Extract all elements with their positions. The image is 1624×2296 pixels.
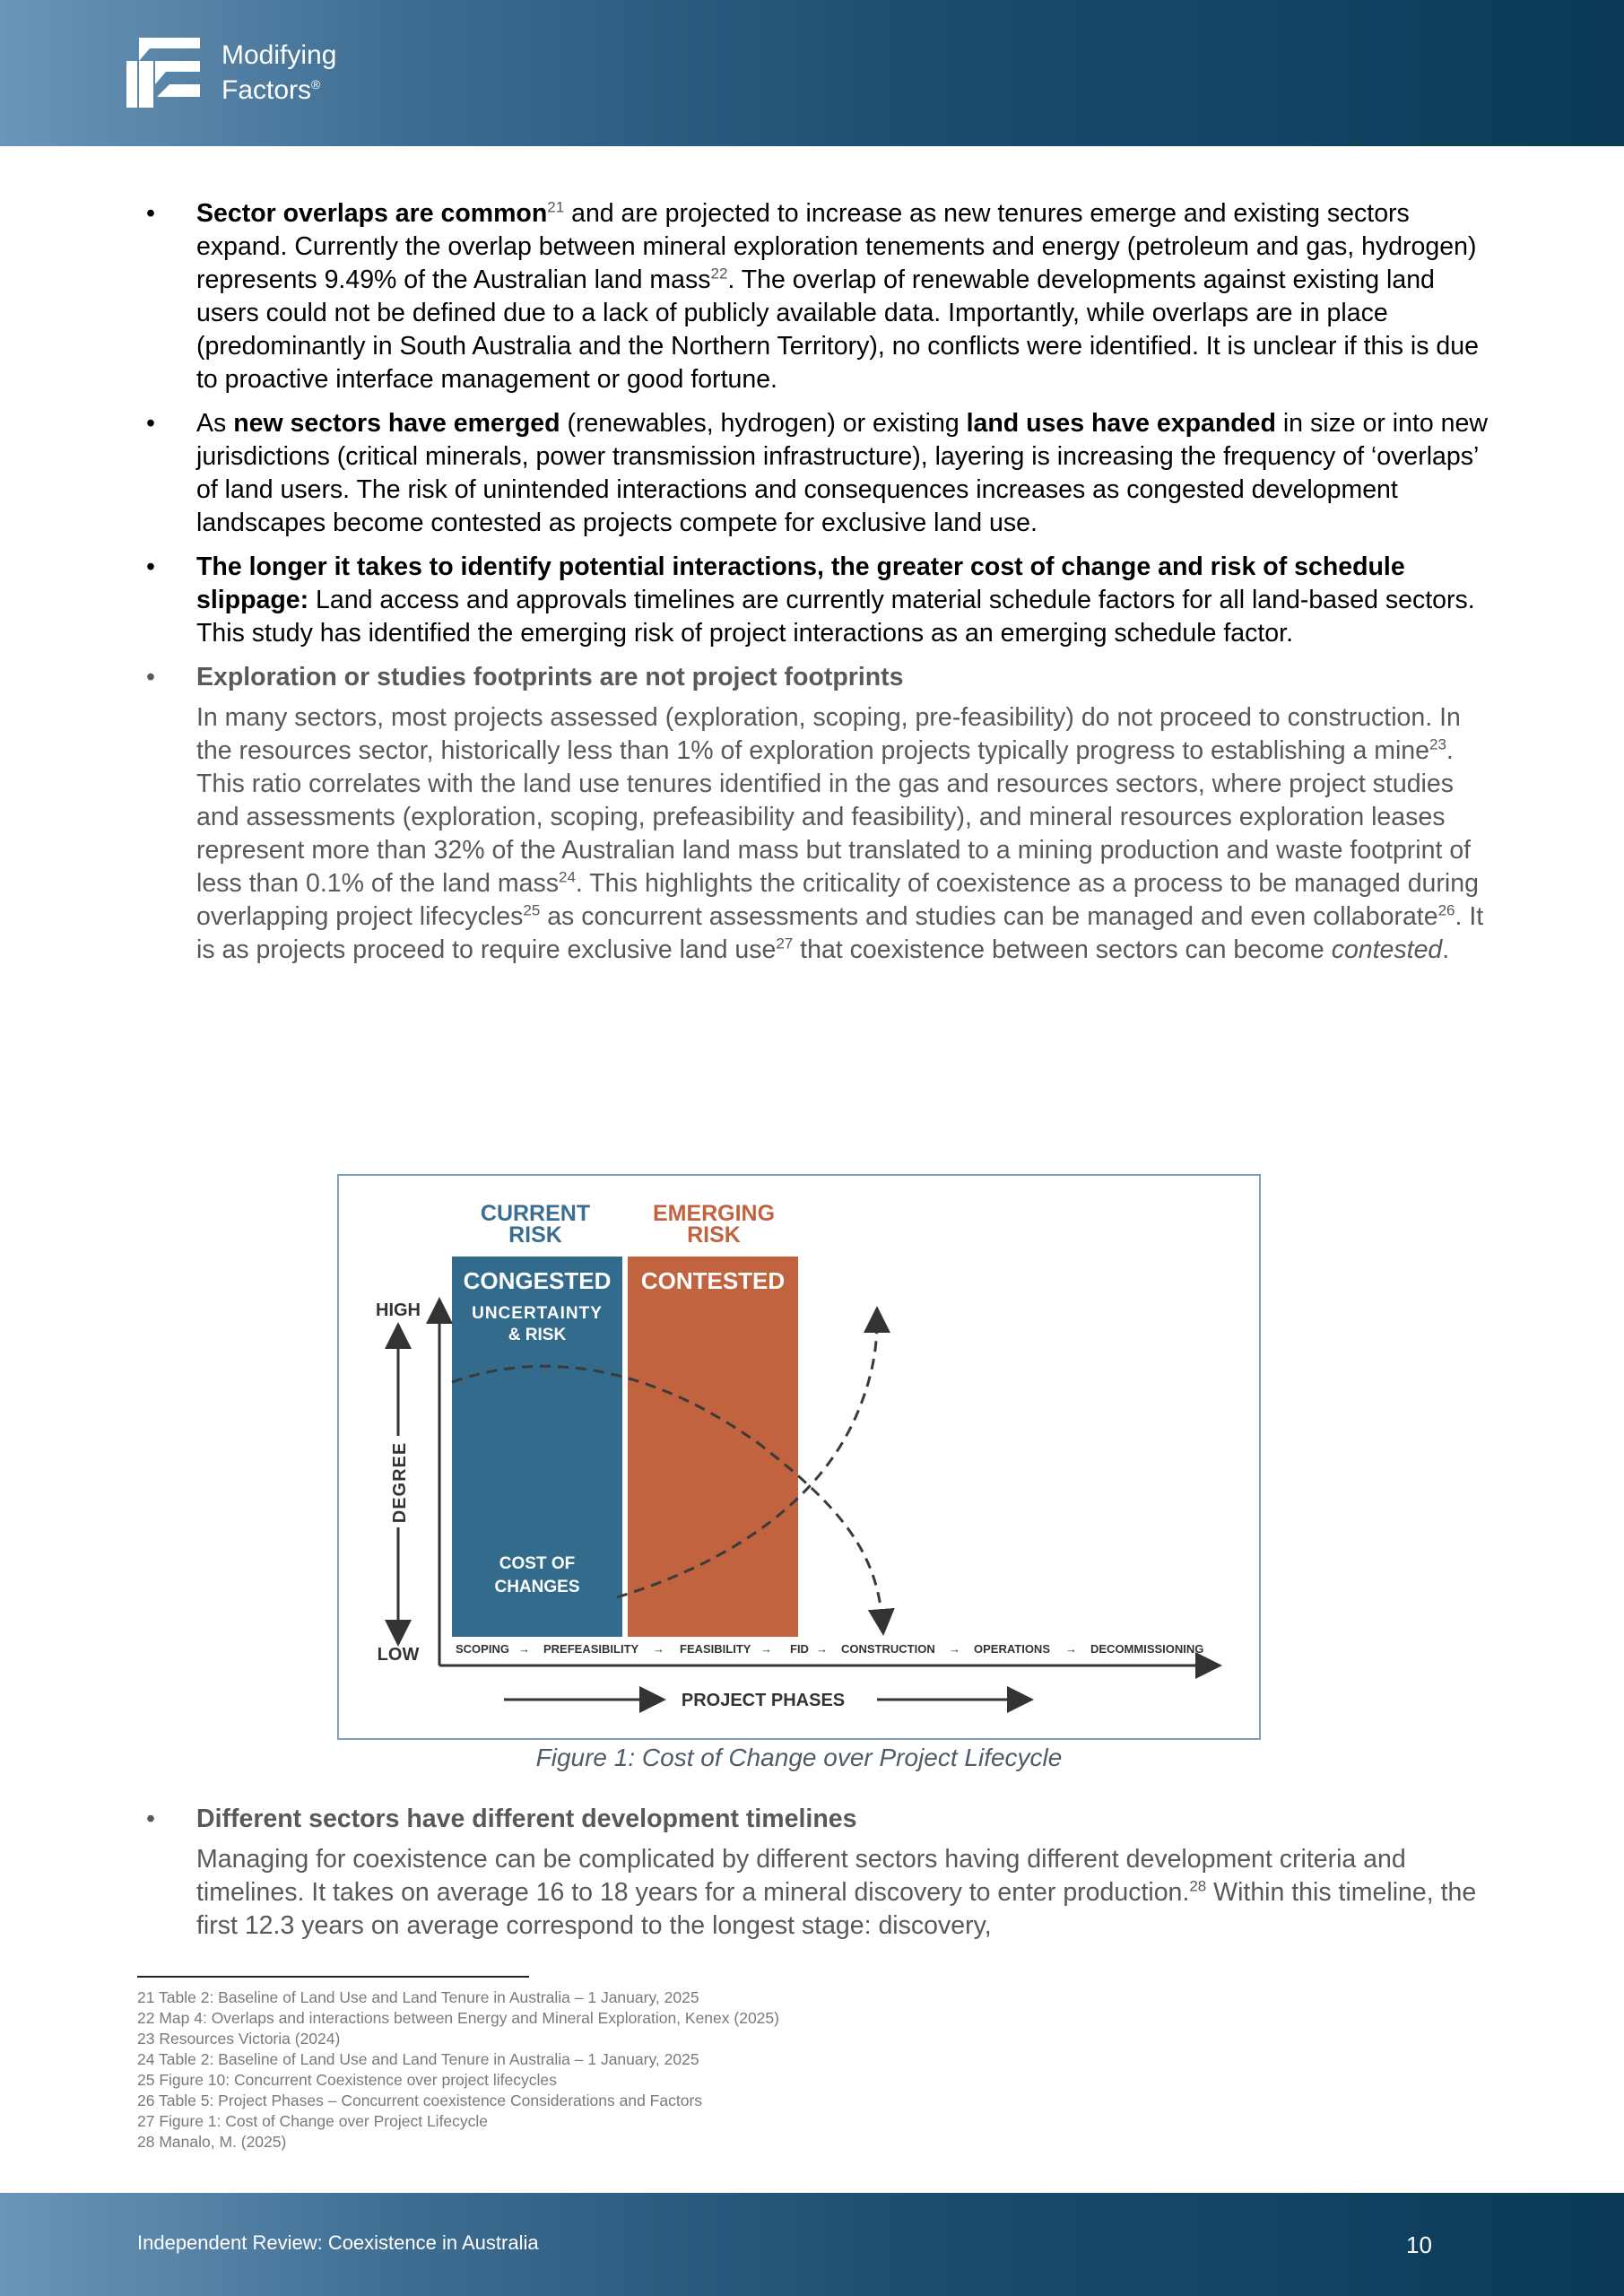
para-text: as concurrent assessments and studies can be managed and even collaborate [540, 902, 1438, 931]
bullet-exploration-heading [137, 661, 1491, 694]
bullet-bold: land uses have expanded [966, 409, 1276, 438]
phase-label: FEASIBILITY [680, 1642, 751, 1656]
para-text: . It is as projects proceed to require exclusive land use [196, 902, 1484, 964]
page-header [0, 0, 1624, 146]
footnote-ref[interactable]: 24 [558, 868, 576, 886]
paragraph-timelines [196, 1843, 1491, 1943]
section-heading: Different sectors have different development timelines [196, 1805, 857, 1833]
bullet-dot: • [146, 1805, 155, 1833]
logo-text-line2 [221, 70, 336, 105]
para-text: . This ratio correlates with the land use tenures identified in the gas and resources sectors, where project studies and assessments (exploration, scoping, prefeasibility and feasibility), and mineral resources exploration leases represent more than 32% of the Australian land mass but translated to a mining production and waste footprint of less than 0.1% of the land mass [196, 736, 1472, 898]
phase-label: SCOPING [456, 1642, 509, 1656]
footnote-ref[interactable]: 25 [523, 901, 541, 919]
para-italic: contested [1331, 935, 1443, 964]
main-content [137, 197, 1491, 967]
phase-arrow: → [949, 1642, 960, 1656]
registered-mark: ® [311, 77, 321, 91]
phase-label: DECOMMISSIONING [1090, 1642, 1204, 1656]
phase-arrow: → [1065, 1642, 1077, 1656]
para-text: Managing for coexistence can be complicated by different sectors having different development criteria and timelines. It takes on average 16 to 18 years for a mineral discovery to enter production. [196, 1845, 1406, 1907]
footnote: 27 Figure 1: Cost of Change over Project Lifecycle [137, 2112, 489, 2130]
footnote: 24 Table 2: Baseline of Land Use and Land Tenure in Australia – 1 January, 2025 [137, 2050, 699, 2068]
phase-arrow: → [816, 1642, 828, 1656]
bullet-text: (renewables, hydrogen) or existing [560, 409, 967, 438]
section-timelines [137, 1803, 1491, 1943]
bullet-dot: • [146, 552, 155, 581]
bullet-bold: new sectors have emerged [233, 409, 560, 438]
emerging-risk-label: EMERGING [652, 1201, 776, 1226]
bullet-text: As [196, 409, 234, 438]
emerging-risk-label: RISK [687, 1222, 741, 1248]
footnote-ref[interactable]: 23 [1429, 735, 1446, 753]
bullet-lead: The longer it takes to identify potential interactions, the greater cost of change and risk of schedule slippage: [196, 552, 1405, 614]
footnote-ref[interactable]: 22 [710, 265, 728, 283]
figure-cost-of-change [337, 1174, 1261, 1740]
logo-mark-icon [126, 34, 202, 109]
bullet-text: and are projected to increase as new tenures emerge and existing sectors expand. Currently the overlap between mineral exploration tenements and energy (petroleum and gas, hydrogen) represents 9.49% of the Australian land mass [196, 199, 1477, 294]
footnote-ref[interactable]: 26 [1437, 901, 1455, 919]
project-phases-label: PROJECT PHASES [681, 1691, 846, 1710]
phase-label: CONSTRUCTION [841, 1642, 935, 1656]
cost-of-changes-label: COST OF [499, 1554, 576, 1573]
bullet-dot: • [146, 199, 155, 228]
footnote-ref[interactable]: 27 [776, 935, 794, 952]
footnote: 22 Map 4: Overlaps and interactions between Energy and Mineral Exploration, Kenex (2025) [137, 2009, 779, 2027]
figure-graphic [339, 1176, 1259, 1738]
current-risk-label: RISK [508, 1222, 562, 1248]
footnote: 25 Figure 10: Concurrent Coexistence over project lifecycles [137, 2071, 557, 2089]
bullet-text: . The overlap of renewable developments against existing land users could not be defined due to a lack of publicly available data. Importantly, while overlaps are in place (predominantly in South Australia and the Northern Territory), no conflicts were identified. It is unclear if this is due to proactive interface management or good fortune. [196, 265, 1479, 394]
bullet-new-sectors [137, 407, 1491, 540]
footnote: 21 Table 2: Baseline of Land Use and Land Tenure in Australia – 1 January, 2025 [137, 1988, 699, 2006]
para-text: . This highlights the criticality of coexistence as a process to be managed during overlapping project lifecycles [196, 869, 1479, 931]
bullet-text: Land access and approvals timelines are currently material schedule factors for all land-based sectors. This study has identified the emerging risk of project interactions as an emerging schedule factor. [196, 586, 1475, 648]
para-text: In many sectors, most projects assessed (exploration, scoping, pre-feasibility) do not proceed to construction. In the resources sector, historically less than 1% of exploration projects typically progress to establishing a mine [196, 703, 1461, 765]
para-text: Within this timeline, the first 12.3 years on average correspond to the longest stage: discovery, [196, 1878, 1477, 1940]
paragraph-exploration [196, 701, 1491, 967]
footnote: 28 Manalo, M. (2025) [137, 2133, 287, 2151]
bullet-dot: • [146, 663, 155, 691]
degree-label: DEGREE [390, 1441, 410, 1524]
phase-arrow: → [653, 1642, 664, 1656]
bullet-sector-overlaps [137, 197, 1491, 396]
bullet-lead: Sector overlaps are common [196, 199, 548, 228]
phase-arrow: → [760, 1642, 772, 1656]
uncertainty-label: & RISK [508, 1326, 567, 1344]
low-label: LOW [377, 1645, 420, 1665]
footnotes [137, 1987, 779, 2152]
figure-caption: Figure 1: Cost of Change over Project Lifecycle [535, 1744, 1063, 1771]
contested-block [628, 1257, 798, 1637]
phase-arrow: → [518, 1642, 530, 1656]
footnote-divider [137, 1976, 529, 1978]
logo-text-factors: Factors [221, 75, 312, 105]
footnote: 23 Resources Victoria (2024) [137, 2030, 341, 2048]
bullet-longer-it-takes [137, 551, 1491, 650]
company-logo [126, 34, 395, 109]
logo-text-line1: Modifying [221, 40, 337, 70]
footnote-ref[interactable]: 21 [547, 198, 565, 216]
current-risk-label: CURRENT [480, 1201, 591, 1226]
para-text: that coexistence between sectors can become [793, 935, 1332, 964]
congested-label: CONGESTED [463, 1267, 612, 1294]
section-heading: Exploration or studies footprints are not project footprints [196, 663, 904, 691]
footnote-ref[interactable]: 28 [1189, 1877, 1207, 1895]
page-number: 10 [1406, 2231, 1432, 2258]
footer-title: Independent Review: Coexistence in Australia [137, 2231, 539, 2254]
bullet-timelines-heading [137, 1803, 1491, 1836]
phase-label: FID [790, 1642, 809, 1656]
high-label: HIGH [376, 1300, 421, 1320]
footnote: 26 Table 5: Project Phases – Concurrent coexistence Considerations and Factors [137, 2092, 703, 2109]
phase-label: PREFEASIBILITY [543, 1642, 639, 1656]
bullet-text: in size or into new jurisdictions (critical minerals, power transmission infrastructure), layering is increasing the frequency of ‘overlaps’ of land users. The risk of unintended interactions and consequences increases as congested development landscapes become contested as projects compete for exclusive land use. [196, 409, 1488, 537]
uncertainty-label: UNCERTAINTY [472, 1304, 603, 1323]
cost-of-changes-label: CHANGES [494, 1578, 580, 1596]
phase-label: OPERATIONS [974, 1642, 1050, 1656]
logo-wordmark [221, 41, 336, 105]
bullet-dot: • [146, 409, 155, 438]
para-text: . [1442, 935, 1450, 964]
contested-label: CONTESTED [640, 1267, 786, 1294]
